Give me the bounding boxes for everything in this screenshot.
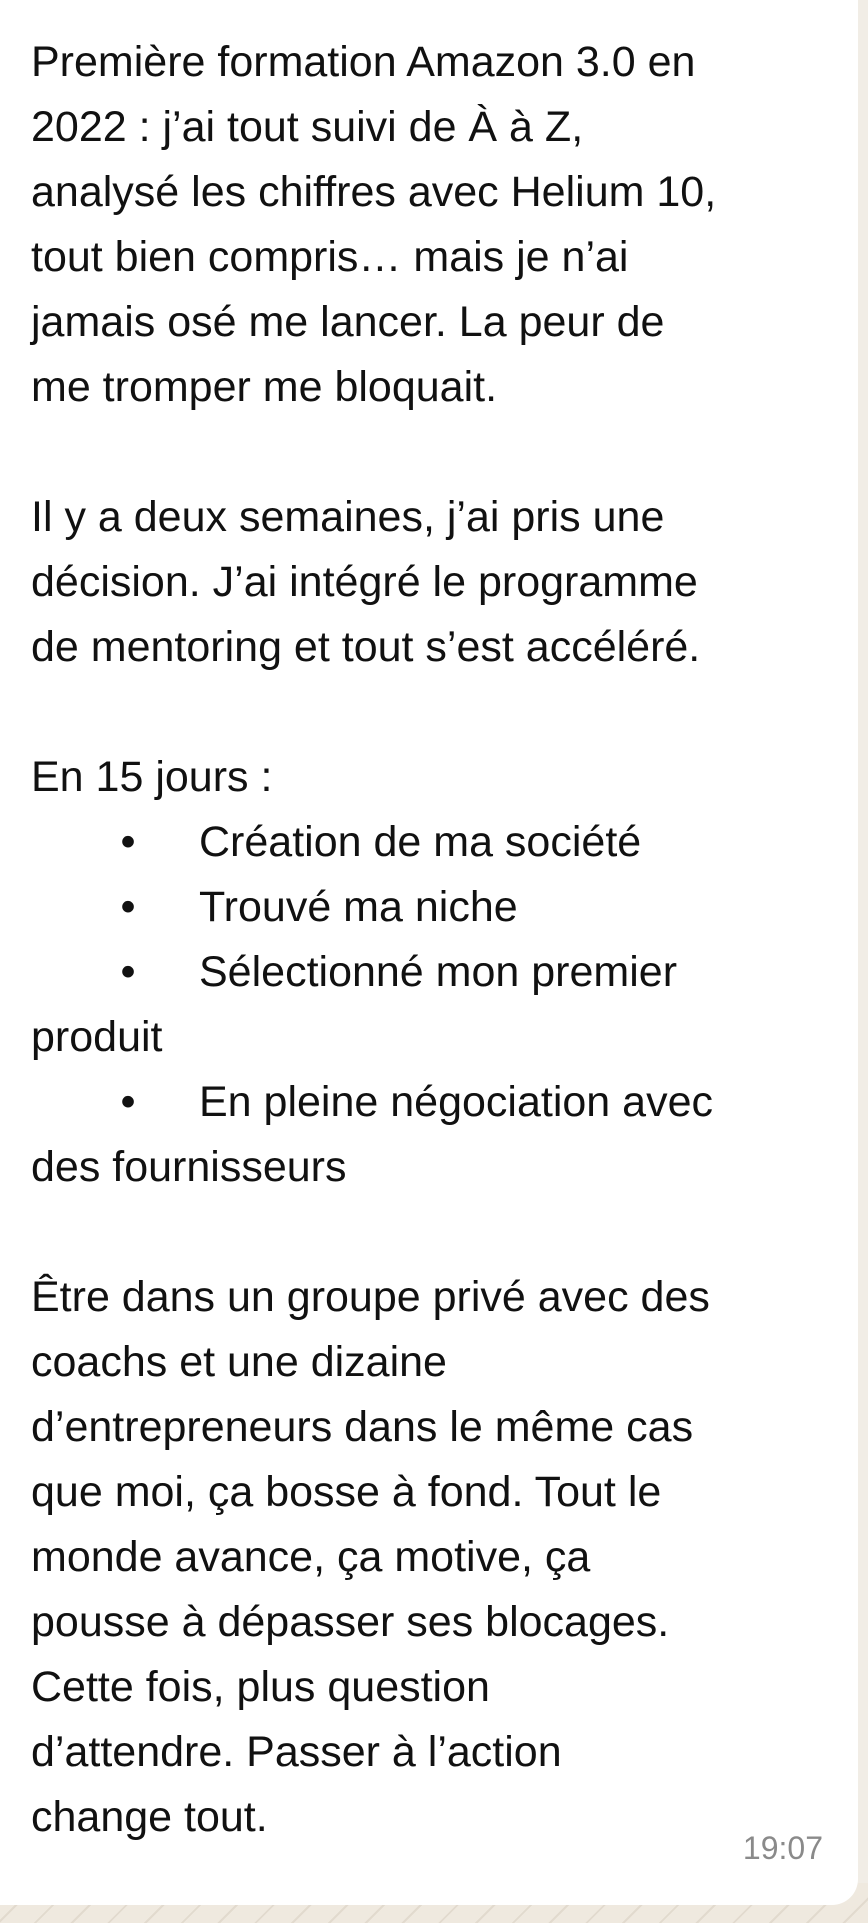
list-item (31, 875, 846, 940)
text-line: analysé les chiffres avec Helium 10, (31, 168, 717, 216)
text-line: me tromper me bloquait. (31, 363, 498, 411)
message-timestamp: 19:07 (742, 1830, 823, 1866)
text-line: Cette fois, plus question (31, 1663, 490, 1711)
list-item-continuation: produit (31, 1013, 163, 1061)
text-line: monde avance, ça motive, ça (31, 1533, 591, 1581)
list-intro: En 15 jours : (31, 753, 273, 801)
text-line: jamais osé me lancer. La peur de (31, 298, 665, 346)
bullet-icon: • (120, 1078, 136, 1126)
list-item-continuation: des fournisseurs (31, 1143, 347, 1191)
list-item (31, 810, 846, 875)
text-line: tout bien compris… mais je n’ai (31, 233, 629, 281)
paragraph-3 (31, 1265, 846, 1850)
list-item-text: En pleine négociation avec (199, 1078, 713, 1126)
text-line: que moi, ça bosse à fond. Tout le (31, 1468, 662, 1516)
text-line: Être dans un groupe privé avec des (31, 1273, 710, 1321)
text-line: change tout. (31, 1793, 268, 1841)
text-line: décision. J’ai intégré le programme (31, 558, 698, 606)
bullet-icon: • (120, 818, 136, 866)
bullet-list (31, 810, 846, 1200)
list-item (31, 1070, 846, 1135)
bullet-icon: • (120, 883, 136, 931)
message-text (31, 30, 846, 1850)
text-line: Première formation Amazon 3.0 en (31, 38, 696, 86)
paragraph-2 (31, 485, 846, 680)
achievements-list-block (31, 745, 846, 1200)
text-line: pousse à dépasser ses blocages. (31, 1598, 670, 1646)
list-item-text: Trouvé ma niche (199, 883, 518, 931)
list-item-text: Sélectionné mon premier (199, 948, 678, 996)
bullet-icon: • (120, 948, 136, 996)
text-line: d’attendre. Passer à l’action (31, 1728, 562, 1776)
list-item (31, 940, 846, 1005)
text-line: d’entrepreneurs dans le même cas (31, 1403, 694, 1451)
text-line: Il y a deux semaines, j’ai pris une (31, 493, 665, 541)
text-line: de mentoring et tout s’est accéléré. (31, 623, 701, 671)
list-item-text: Création de ma société (199, 818, 642, 866)
text-line: coachs et une dizaine (31, 1338, 447, 1386)
paragraph-1 (31, 30, 846, 420)
text-line: 2022 : j’ai tout suivi de À à Z, (31, 103, 584, 151)
